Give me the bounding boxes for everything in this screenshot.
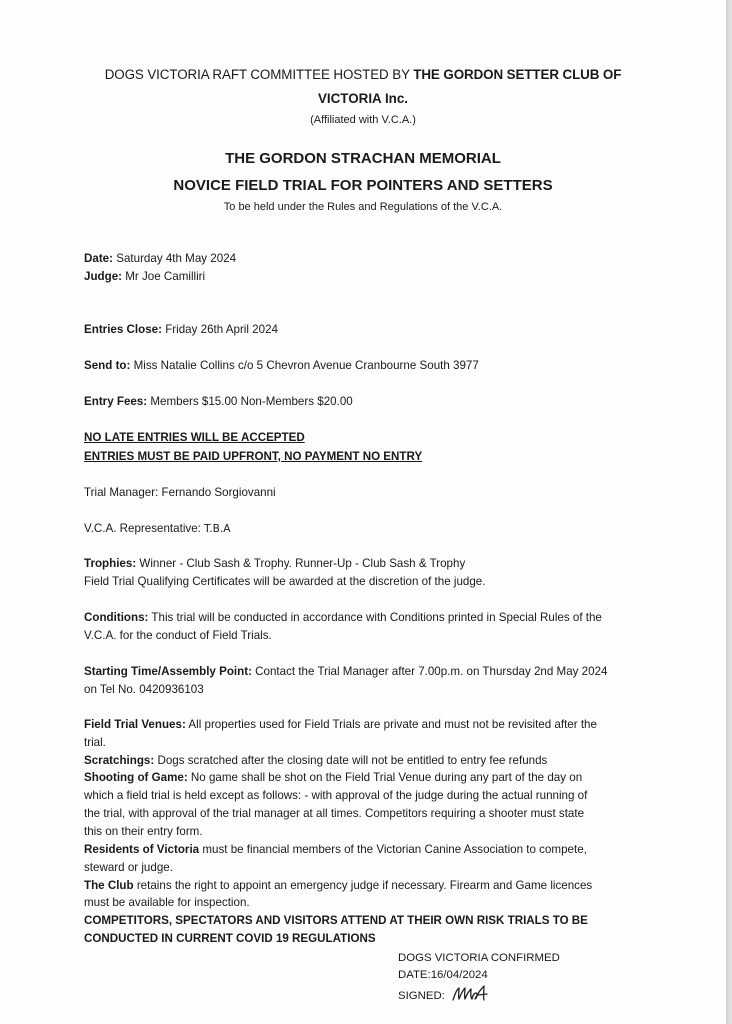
entry-fees-value: Members $15.00 Non-Members $20.00 [147,395,353,408]
trial-manager-line: Trial Manager: Fernando Sorgiovanni [84,486,276,499]
entries-close-value: Friday 26th April 2024 [161,323,278,336]
no-late-entries-notice: NO LATE ENTRIES WILL BE ACCEPTED [84,431,305,444]
title-line-2: NOVICE FIELD TRIAL FOR POINTERS AND SETTERS [173,177,553,194]
paid-upfront-notice: ENTRIES MUST BE PAID UPFRONT, NO PAYMENT NO ENTRY [84,450,423,463]
vca-representative-line [84,522,231,536]
starting-time-line-2: on Tel No. 0420936103 [84,683,204,696]
header-line-2: VICTORIA Inc. [317,91,409,106]
shooting-line-3: the trial, with approval of the trial manager at all times. Competitors requiring a shooter must state [84,807,585,820]
risk-notice-line-2: CONDUCTED IN CURRENT COVID 19 REGULATIONS [84,932,376,945]
starting-time-label: Starting Time/Assembly Point: [84,665,252,678]
vca-rep-value: T.B.A [204,523,231,535]
shooting-line-2: which a field trial is held except as follows: - with approval of the judge during the actual running of [84,789,588,802]
vca-rep-label: V.C.A. Representative: [84,522,205,535]
conditions-line [84,611,602,625]
club-value: retains the right to appoint an emergency judge if necessary. Firearm and Game licences [133,879,593,892]
venues-line-2: trial. [84,736,106,749]
trophies-line [84,557,465,571]
entry-fees-label: Entry Fees: [84,395,148,408]
judge-label: Judge: [84,270,123,283]
venues-label: Field Trial Venues: [84,718,186,731]
scratchings-label: Scratchings: [84,754,155,767]
conditions-line-2: V.C.A. for the conduct of Field Trials. [84,629,272,642]
confirmation-line-1: DOGS VICTORIA CONFIRMED [398,952,560,964]
header-club-name: THE GORDON SETTER CLUB OF [413,67,622,82]
residents-label: Residents of Victoria [84,843,200,856]
title-line-1: THE GORDON STRACHAN MEMORIAL [225,150,501,167]
scratchings-line [84,754,547,768]
club-line [84,879,592,893]
header-affiliation: (Affiliated with V.C.A.) [310,114,416,126]
send-to-line [84,359,479,373]
residents-line [84,843,587,857]
send-to-label: Send to: [84,359,131,372]
scratchings-value: Dogs scratched after the closing date will not be entitled to entry fee refunds [154,754,548,767]
venues-line [84,718,597,732]
venues-value: All properties used for Field Trials are private and must not be revisited after the [185,718,597,731]
shooting-line-4: this on their entry form. [84,825,203,838]
conditions-value: This trial will be conducted in accordance with Conditions printed in Special Rules of the [148,611,602,624]
qualifying-certificates-line: Field Trial Qualifying Certificates will be awarded at the discretion of the judge. [84,575,486,588]
signed-label: SIGNED: [398,990,445,1003]
header-line-1 [0,67,726,82]
signature-image [452,985,490,1007]
starting-time-value: Contact the Trial Manager after 7.00p.m. on Thursday 2nd May 2024 [251,665,608,678]
residents-value: must be financial members of the Victorian Canine Association to compete, [199,843,587,856]
page-edge-scrollbar[interactable] [726,0,732,1024]
confirmation-date: DATE:16/04/2024 [398,969,488,981]
club-label: The Club [84,879,134,892]
trophies-label: Trophies: [84,557,137,570]
residents-line-2: steward or judge. [84,861,173,874]
entry-fees-line [84,395,353,409]
starting-time-line [84,665,607,679]
shooting-line [84,771,582,785]
trophies-value: Winner - Club Sash & Trophy. Runner-Up - Club Sash & Trophy [136,557,466,570]
date-line [84,252,236,266]
conditions-label: Conditions: [84,611,149,624]
entries-close-label: Entries Close: [84,323,162,336]
date-value: Saturday 4th May 2024 [113,252,237,265]
entries-close-line [84,323,278,337]
shooting-value: No game shall be shot on the Field Trial Venue during any part of the day on [187,771,583,784]
title-subtitle: To be held under the Rules and Regulations of the V.C.A. [223,201,503,213]
judge-value: Mr Joe Camilliri [122,270,206,283]
club-line-2: must be available for inspection. [84,896,250,909]
confirmation-signed [398,985,490,1007]
date-label: Date: [84,252,113,265]
shooting-label: Shooting of Game: [84,771,188,784]
header-host-text: DOGS VICTORIA RAFT COMMITTEE HOSTED BY [104,67,414,82]
judge-line [84,270,205,284]
risk-notice-line-1: COMPETITORS, SPECTATORS AND VISITORS ATTEND AT THEIR OWN RISK TRIALS TO BE [84,914,588,927]
send-to-value: Miss Natalie Collins c/o 5 Chevron Avenue Cranbourne South 3977 [130,359,479,372]
